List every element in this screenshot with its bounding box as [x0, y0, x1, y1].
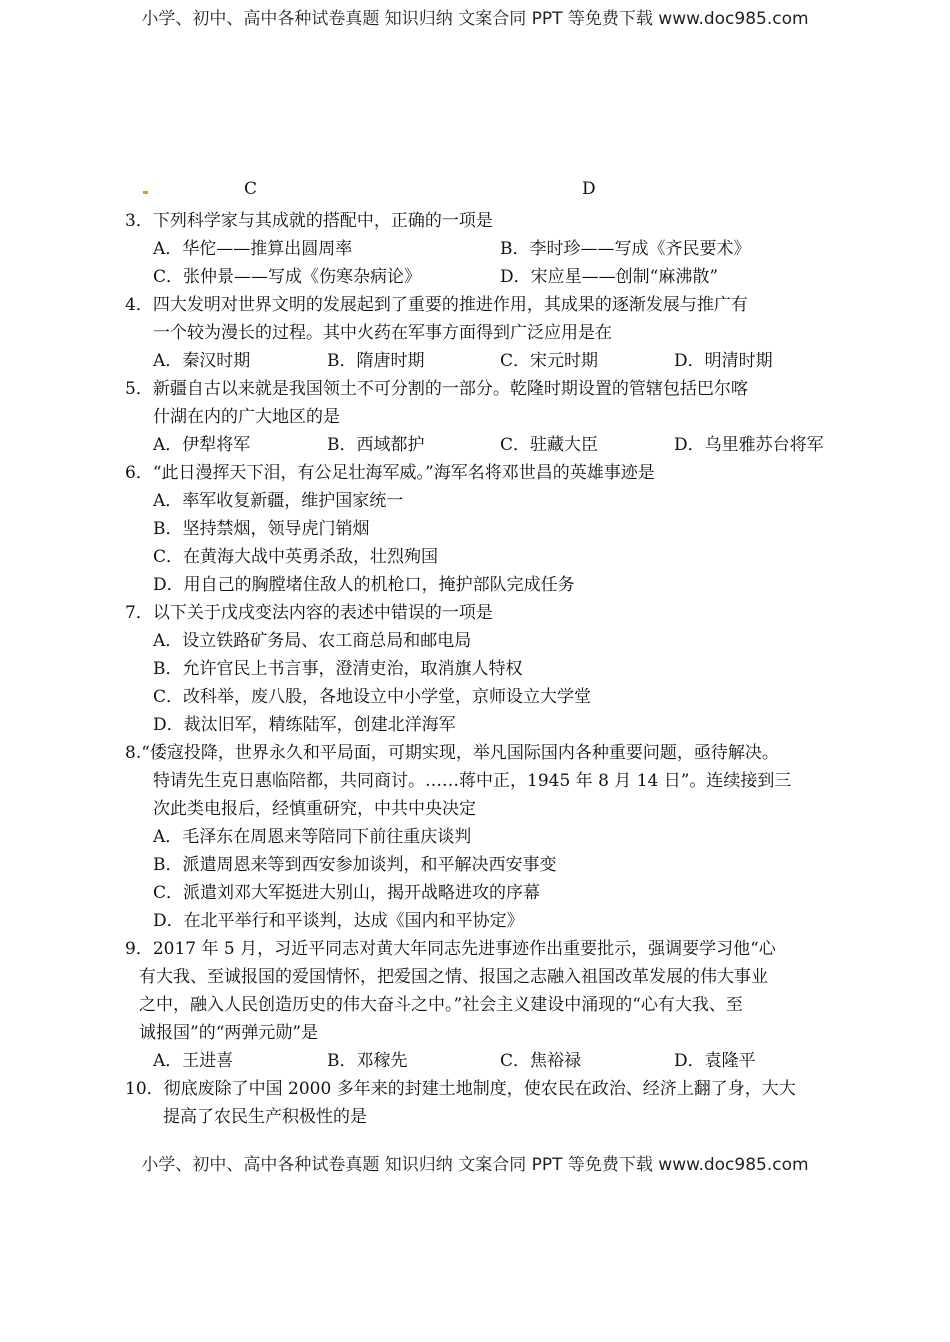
- stray-mark: [143, 191, 148, 194]
- q9-stem-line4: 诚报国”的“两弹元勋”是: [139, 1023, 319, 1043]
- q7-option-d: D．裁汰旧军，精练陆军，创建北洋海军: [153, 715, 456, 735]
- q4-option-c: C．宋元时期: [500, 351, 599, 371]
- q3-option-a: A．华佗——推算出圆周率: [153, 239, 353, 259]
- q8-stem-line3: 次此类电报后，经慎重研究，中共中央决定: [153, 799, 476, 819]
- q5-option-b: B．西域都护: [327, 435, 425, 455]
- q7-stem: 7．以下关于戊戌变法内容的表述中错误的一项是: [125, 603, 493, 623]
- q6-stem: 6．“此日漫挥天下泪，有公足壮海军威。”海军名将邓世昌的英雄事迹是: [125, 463, 655, 483]
- q5-stem-line1: 5．新疆自古以来就是我国领土不可分割的一部分。乾隆时期设置的管辖包括巴尔喀: [125, 379, 748, 399]
- q9-option-b: B．邓稼先: [327, 1051, 408, 1071]
- q10-stem-line1: 10．彻底废除了中国 2000 多年来的封建土地制度，使农民在政治、经济上翻了身，大大: [125, 1079, 796, 1099]
- q8-stem-line2: 特请先生克日惠临陪都，共同商讨。……蒋中正，1945 年 8 月 14 日”。连续接到三: [153, 771, 792, 791]
- q8-stem-line1: 8.“倭寇投降，世界永久和平局面，可期实现，举凡国际国内各种重要问题，亟待解决。: [125, 743, 779, 763]
- q5-option-c: C．驻藏大臣: [500, 435, 599, 455]
- q9-option-a: A．王进喜: [153, 1051, 234, 1071]
- q4-stem-line1: 4．四大发明对世界文明的发展起到了重要的推进作用，其成果的逐渐发展与推广有: [125, 295, 748, 315]
- image-label-c: C: [244, 179, 258, 199]
- q9-stem-line2: 有大我、至诚报国的爱国情怀，把爱国之情、报国之志融入祖国改革发展的伟大事业: [139, 967, 768, 987]
- q3-stem: 3．下列科学家与其成就的搭配中，正确的一项是: [125, 211, 493, 231]
- q10-stem-line2: 提高了农民生产积极性的是: [163, 1107, 367, 1127]
- q6-option-b: B．坚持禁烟，领导虎门销烟: [153, 519, 370, 539]
- q7-option-b: B．允许官民上书言事，澄清吏治，取消旗人特权: [153, 659, 523, 679]
- q8-option-d: D．在北平举行和平谈判，达成《国内和平协定》: [153, 911, 524, 931]
- q4-stem-line2: 一个较为漫长的过程。其中火药在军事方面得到广泛应用是在: [153, 323, 612, 343]
- q9-option-c: C．焦裕禄: [500, 1051, 582, 1071]
- q5-option-d: D．乌里雅苏台将军: [674, 435, 824, 455]
- q3-option-b: B．李时珍——写成《齐民要术》: [500, 239, 751, 259]
- q3-option-d: D．宋应星——创制“麻沸散”: [500, 267, 719, 287]
- header-banner: 小学、初中、高中各种试卷真题 知识归纳 文案合同 PPT 等免费下载 www.doc985.com: [141, 9, 809, 29]
- q6-option-c: C．在黄海大战中英勇杀敌，壮烈殉国: [153, 547, 439, 567]
- q7-option-a: A．设立铁路矿务局、农工商总局和邮电局: [153, 631, 472, 651]
- q5-stem-line2: 什湖在内的广大地区的是: [153, 407, 340, 427]
- q8-option-b: B．派遣周恩来等到西安参加谈判，和平解决西安事变: [153, 855, 557, 875]
- q4-option-a: A．秦汉时期: [153, 351, 251, 371]
- q9-stem-line1: 9．2017 年 5 月，习近平同志对黄大年同志先进事迹作出重要批示，强调要学习他“心: [125, 939, 776, 959]
- q5-option-a: A．伊犁将军: [153, 435, 251, 455]
- footer-banner: 小学、初中、高中各种试卷真题 知识归纳 文案合同 PPT 等免费下载 www.doc985.com: [141, 1155, 809, 1175]
- q8-option-c: C．派遣刘邓大军挺进大别山，揭开战略进攻的序幕: [153, 883, 541, 903]
- q9-option-d: D．袁隆平: [674, 1051, 756, 1071]
- q6-option-a: A．率军收复新疆，维护国家统一: [153, 491, 404, 511]
- q8-option-a: A．毛泽东在周恩来等陪同下前往重庆谈判: [153, 827, 472, 847]
- q9-stem-line3: 之中，融入人民创造历史的伟大奋斗之中。”社会主义建设中涌现的“心有大我、至: [139, 995, 743, 1015]
- q3-option-c: C．张仲景——写成《伤寒杂病论》: [153, 267, 422, 287]
- q4-option-d: D．明清时期: [674, 351, 773, 371]
- q6-option-d: D．用自己的胸膛堵住敌人的机枪口，掩护部队完成任务: [153, 575, 575, 595]
- q7-option-c: C．改科举，废八股，各地设立中小学堂，京师设立大学堂: [153, 687, 592, 707]
- q4-option-b: B．隋唐时期: [327, 351, 425, 371]
- image-label-d: D: [582, 179, 596, 199]
